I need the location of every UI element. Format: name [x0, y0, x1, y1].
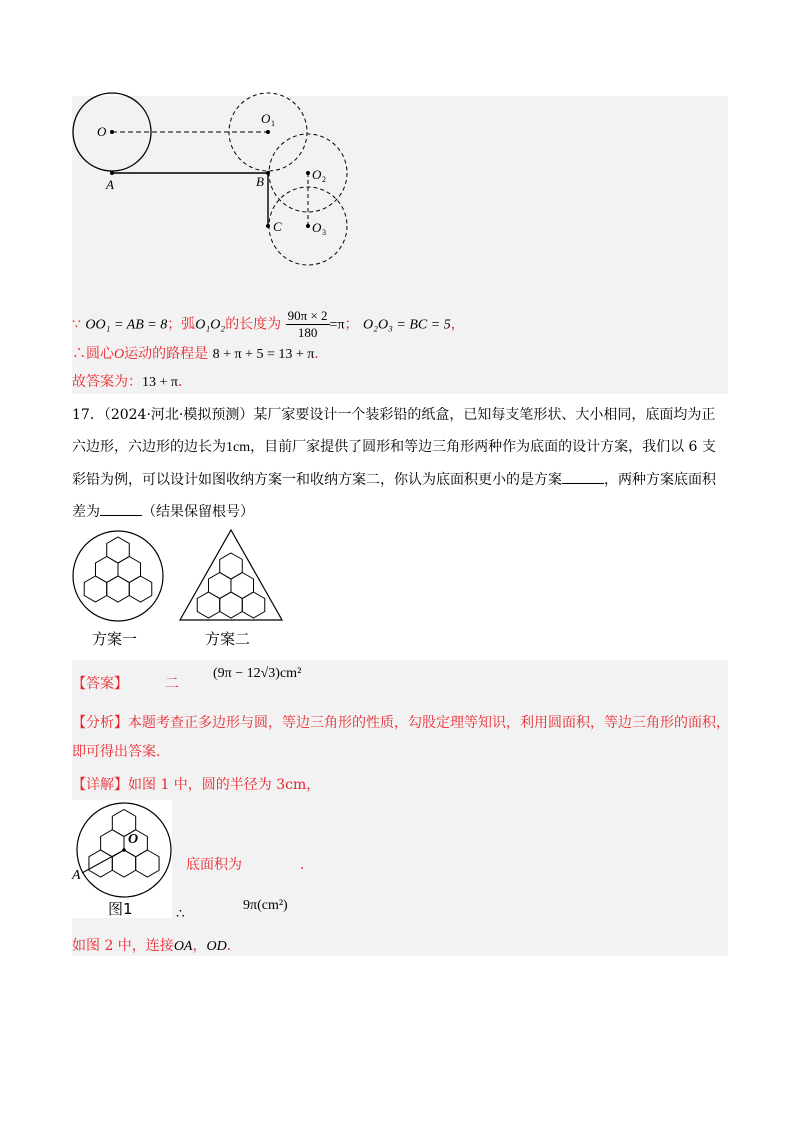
- detail-last-line: 如图 2 中，连接OA，OD．: [72, 938, 241, 954]
- hexagon: [197, 592, 220, 618]
- label-O2-sub: 2: [322, 175, 326, 184]
- sol16-line2: ∴圆心O运动的路程是 8 + π + 5 = 13 + π．: [72, 346, 329, 362]
- hexagon: [101, 830, 124, 857]
- figure1-label-O: O: [128, 832, 139, 847]
- detail-line1: 【详解】如图 1 中，圆的半径为 3cm，: [72, 777, 321, 793]
- hexagon: [95, 557, 118, 583]
- hexagon: [220, 553, 243, 579]
- label-O1: O: [261, 111, 271, 126]
- rolling-circle-figure: [60, 90, 360, 270]
- label-A: A: [106, 177, 114, 192]
- area-expression: 9π(cm²): [243, 898, 288, 913]
- scheme1-caption: 方案一: [92, 630, 138, 648]
- label-O: O: [97, 124, 107, 139]
- hexagon: [107, 576, 130, 602]
- scheme1-figure: [70, 528, 166, 624]
- answer-value-1: 二: [165, 676, 179, 692]
- label-O3: O: [312, 220, 322, 235]
- hexagon: [129, 576, 152, 602]
- answer-label: 【答案】: [72, 676, 128, 692]
- hexagon: [118, 557, 141, 583]
- analysis-line2: 即可得出答案．: [72, 744, 170, 760]
- hexagon: [231, 573, 254, 599]
- hexagon: [208, 573, 231, 599]
- scheme2-figure: [176, 528, 286, 624]
- q17-line3: 彩铅为例，可以设计如图收纳方案一和收纳方案二，你认为底面积更小的是方案 ，两种方案底面积: [72, 469, 716, 490]
- sol16-line1: ∵ OO₁ = AB = 8；弧O₁O₂的长度为 $\frac{90\pi \times 2}{180}$ =π； O₂O₃ = BC = 5，: [72, 308, 465, 340]
- figure1-label-A: A: [72, 868, 81, 883]
- answer-value-2: (9π − 12√3)cm²: [213, 666, 302, 681]
- label-O2: O: [312, 167, 322, 182]
- label-B: B: [256, 174, 264, 189]
- answer-blank-2: [100, 501, 142, 516]
- sol16-line3: 故答案为：13 + π．: [72, 374, 192, 390]
- hexagon: [107, 537, 130, 563]
- hexagon: [84, 576, 107, 602]
- answer-blank-1: [562, 469, 604, 484]
- base-area-end: ．: [300, 857, 314, 873]
- therefore-symbol: ∴: [176, 906, 185, 922]
- q17-line4: 差为 （结果保留根号）: [72, 501, 254, 522]
- base-area-text: 底面积为: [186, 857, 242, 873]
- hexagon: [242, 592, 265, 618]
- label-O3-sub: 3: [322, 228, 326, 237]
- scheme2-caption: 方案二: [205, 630, 251, 648]
- q17-line2: 六边形，六边形的边长为1cm，目前厂家提供了圆形和等边三角形两种作为底面的设计方案，我们以 6 支: [72, 439, 716, 455]
- hexagon: [220, 592, 243, 618]
- label-O1-sub: 1: [271, 119, 275, 128]
- figure1: [74, 800, 174, 900]
- figure1-caption: 图1: [108, 900, 133, 918]
- label-C: C: [273, 219, 282, 234]
- hexagon: [136, 850, 159, 877]
- analysis-line1: 【分析】本题考查正多边形与圆，等边三角形的性质，勾股定理等知识，利用圆面积，等边三角形的面积，: [72, 715, 730, 731]
- hexagon: [89, 850, 112, 877]
- q17-line1: 17．（2024·河北·模拟预测）某厂家要设计一个装彩铅的纸盒，已知每支笔形状、大小相同，底面均为正: [72, 407, 716, 423]
